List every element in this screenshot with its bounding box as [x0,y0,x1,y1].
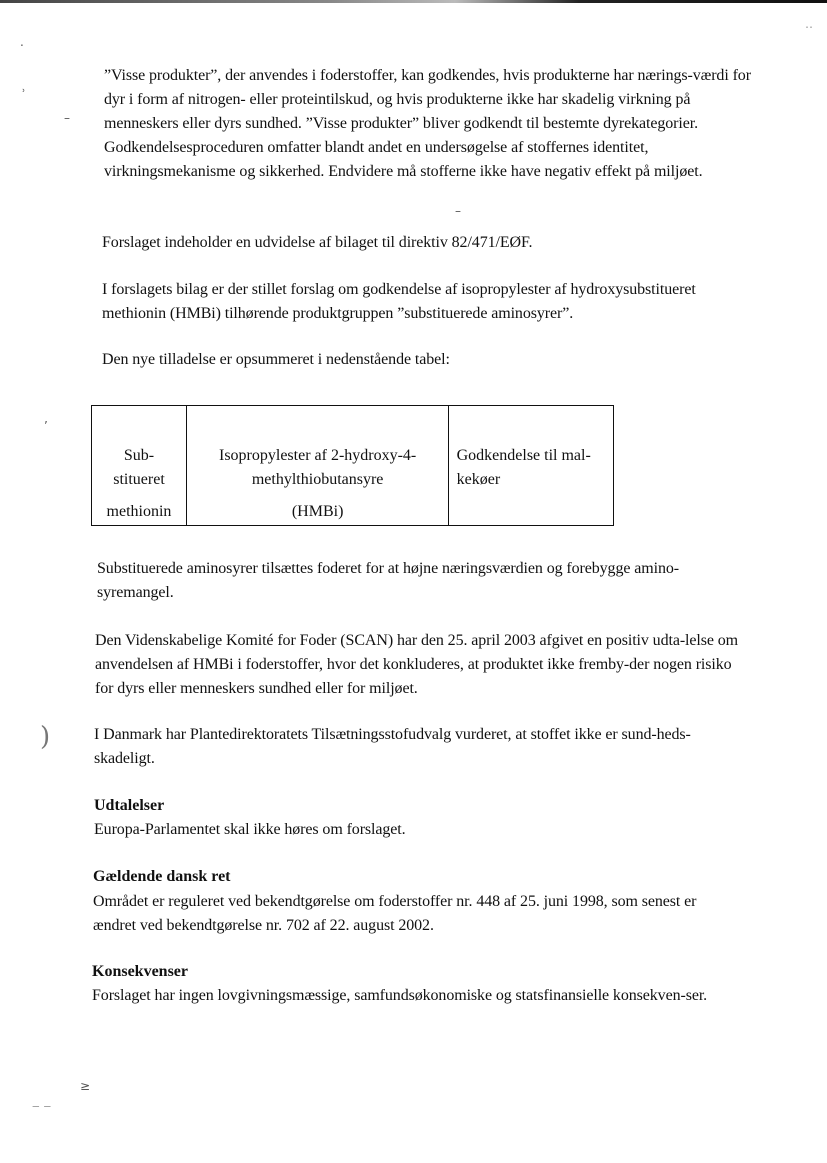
table-cell-line: kekøer [456,471,501,488]
scan-speck: ʾ [22,87,26,101]
paragraph-substituerede-aminosyrer: Substituerede aminosyrer tilsættes foderet for at højne næringsværdien og forebygge amino-syremangel. [97,560,679,601]
heading-konsekvenser: Konsekvenser [92,963,188,980]
scan-speck: ’ [44,419,48,433]
table-cell-line: (HMBi) [291,503,344,520]
heading-gaeldende-dansk-ret: Gældende dansk ret [93,868,231,885]
table-cell-line: Sub- [123,447,155,464]
table-cell-line: stitueret [113,471,165,488]
paragraph-scan-udtalelse: Den Videnskabelige Komité for Foder (SCAN) har den 25. april 2003 afgivet en positiv udta-lelse om anvendelsen af HMBi i foderstoffer, hvor det konkluderes, at produktet ikke fremby-der nogen risiko for dyrs eller menneskers sundhed eller for miljøet. [95,632,739,697]
table-cell-line: methionin [106,503,172,520]
scan-speck: ‒ ‒ [32,1099,52,1113]
paragraph-konsekvenser: Forslaget har ingen lovgivningsmæssige, samfundsøkonomiske og statsfinansielle konsekven-ser. [92,987,708,1004]
scan-speck: – [455,204,461,218]
approval-table [91,405,614,526]
table-cell-approval [448,406,613,526]
scan-speck: ≥ [80,1079,91,1093]
scan-bracket-mark: ) [40,722,51,752]
scan-speck: ‧ [20,39,24,53]
paragraph-gaeldende-dansk-ret: Området er reguleret ved bekendtgørelse om foderstoffer nr. 448 af 25. juni 1998, som senest er ændret ved bekendtgørelse nr. 702 af 22. august 2002. [93,893,697,934]
scan-speck: ‥ [805,17,814,31]
heading-udtalelser: Udtalelser [94,797,165,814]
scan-speck: – [64,111,70,125]
paragraph-forslagets-bilag: I forslagets bilag er der stillet forslag om godkendelse af isopropylester af hydroxysubstitueret methionin (HMBi) tilhørende produktgruppen ”substituerede aminosyrer”. [102,281,696,322]
paragraph-tabel-intro: Den nye tilladelse er opsummeret i nedenstående tabel: [102,351,450,368]
paragraph-visse-produkter: ”Visse produkter”, der anvendes i foderstoffer, kan godkendes, hvis produkterne har nærings-værdi for dyr i form af nitrogen- eller proteintilskud, og hvis produkterne ikke har skadelig virkning på menneskers eller dyrs sundhed. ”Visse produkter” bliver godkendt til bestemte dyrekategorier. Godkendelsesproceduren omfatter blandt andet en undersøgelse af stoffernes identitet, virkningsmekanisme og sikkerhed. Endvidere må stofferne ikke have negativ effekt på miljøet. [104,67,751,180]
table-cell-line: Isopropylester af 2-hydroxy-4- [218,447,417,464]
paragraph-forslaget-indeholder: Forslaget indeholder en udvidelse af bilaget til direktiv 82/471/EØF. [102,234,533,251]
table-cell-line: methylthiobutansyre [251,471,384,488]
paragraph-danmark: I Danmark har Plantedirektoratets Tilsætningsstofudvalg vurderet, at stoffet ikke er sund-heds-skadeligt. [94,726,691,767]
table-cell-line: Godkendelse til mal- [456,447,591,464]
table-row [92,406,614,526]
paragraph-udtalelser: Europa-Parlamentet skal ikke høres om forslaget. [94,821,406,838]
table-cell-substance-name [186,406,448,526]
table-cell-substance-group [92,406,187,526]
